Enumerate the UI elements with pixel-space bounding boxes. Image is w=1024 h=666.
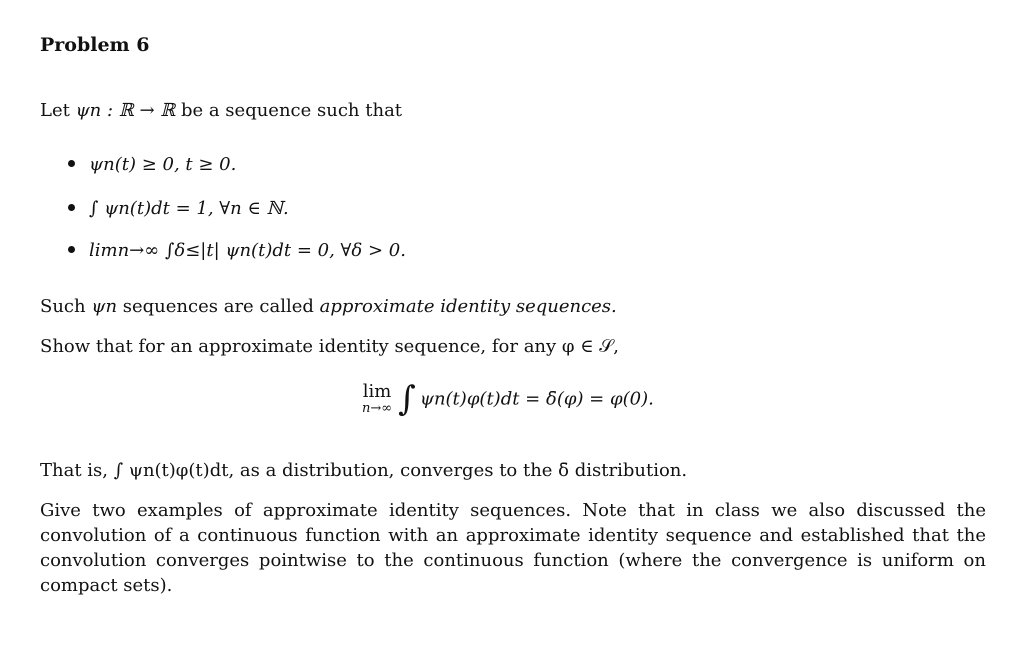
limit-label: lim [362, 381, 392, 402]
problem-title: Problem 6 [40, 34, 150, 56]
definition-math: ψn [91, 296, 118, 317]
intro-math: ψn : ℝ → ℝ [75, 100, 176, 121]
display-equation [362, 379, 654, 419]
intro-line [40, 98, 402, 124]
bullet-icon [68, 246, 75, 253]
condition-text-2: ∫ ψn(t)dt = 1, ∀n ∈ ℕ. [89, 198, 289, 219]
condition-text-1: ψn(t) ≥ 0, t ≥ 0. [89, 154, 237, 175]
intro-text-before: Let [40, 100, 76, 121]
display-equation-body: ψn(t)φ(t)dt = δ̄(φ) = φ(0). [419, 388, 654, 410]
intro-text-after: be a sequence such that [175, 100, 403, 121]
integral-sign: ∫ [398, 379, 416, 419]
definition-text-middle: sequences are called [117, 296, 320, 317]
task-line: Show that for an approximate identity sequence, for any φ ∈ 𝒮, [40, 336, 619, 357]
limit-operator [362, 382, 392, 416]
condition-text-3: limn→∞ ∫δ≤|t| ψn(t)dt = 0, ∀δ > 0. [89, 240, 406, 261]
condition-item-1 [68, 154, 236, 175]
bullet-icon [68, 204, 75, 211]
limit-subscript: n→∞ [362, 401, 393, 416]
condition-item-3 [68, 240, 406, 261]
examples-request-paragraph: Give two examples of approximate identity sequences. Note that in class we also discussed the convolution of a continuous function with an approximate identity sequence and established that the convolution converges pointwise to the continuous function (where the convergence is uniform on compact sets). [40, 500, 986, 596]
bullet-icon [68, 160, 75, 167]
definition-text-before: Such [40, 296, 92, 317]
conclusion-line: That is, ∫ ψn(t)φ(t)dt, as a distribution, converges to the δ̄ distribution. [40, 460, 688, 481]
definition-line [40, 294, 617, 320]
condition-item-2 [68, 198, 289, 219]
definition-term: approximate identity sequences. [319, 296, 617, 317]
